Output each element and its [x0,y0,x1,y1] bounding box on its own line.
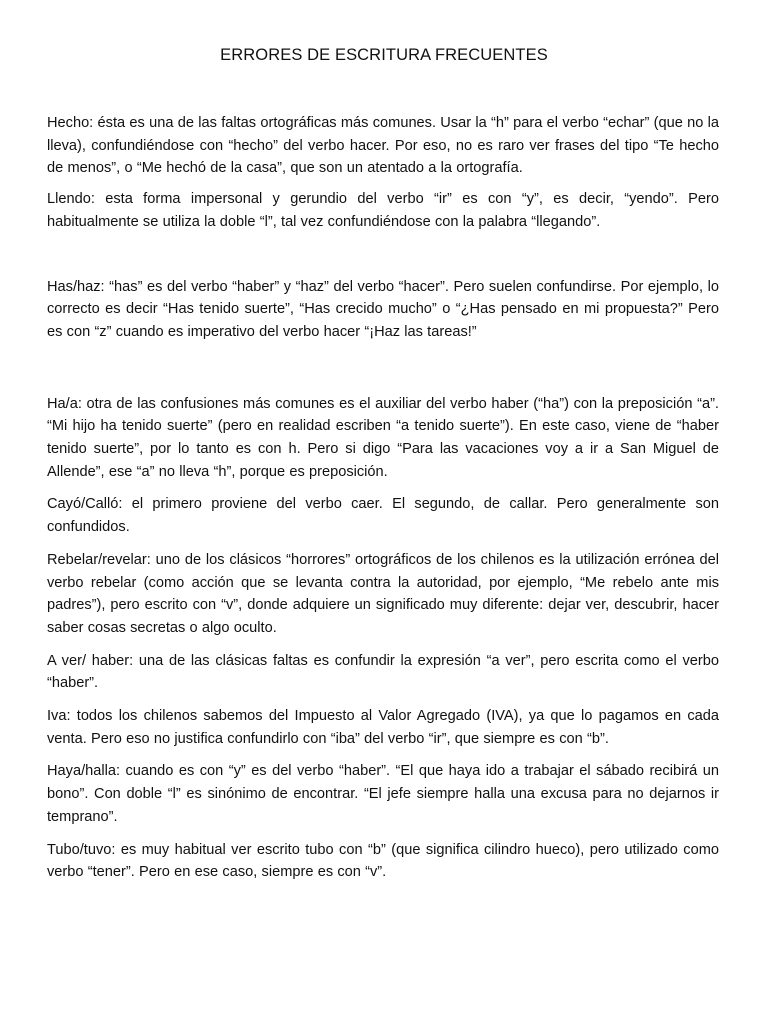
paragraph-iva: Iva: todos los chilenos sabemos del Impuesto al Valor Agregado (IVA), ya que lo pagamos en cada venta. Pero eso no justifica confundirlo con “iba” del verbo “ir”, que siempre es con “b”. [47,708,719,747]
paragraph-has-haz: Has/haz: “has” es del verbo “haber” y “haz” del verbo “hacer”. Pero suelen confundirse. Por ejemplo, lo correcto es decir “Has tenido suerte”, “Has crecido mucho” o “¿Has pensado en mi propuesta?” Pero es con “z” cuando es imperativo del verbo hacer “¡Haz las tareas!” [47,278,719,340]
paragraph-ha-a: Ha/a: otra de las confusiones más comunes es el auxiliar del verbo haber (“ha”) con la preposición “a”. “Mi hijo ha tenido suerte” (pero en realidad escriben “a tenido suerte”). En este caso, viene de “haber tenido suerte”, por lo tanto es con h. Pero si digo “Para las vacaciones voy a ir a San Miguel de Allende”, ese “a” no lleva “h”, porque es preposición. [47,395,719,480]
paragraph-cayo-callo: Cayó/Calló: el primero proviene del verbo caer. El segundo, de callar. Pero generalmente son confundidos. [47,496,719,536]
paragraph-hecho: Hecho: ésta es una de las faltas ortográficas más comunes. Usar la “h” para el verbo “echar” (que no la lleva), confundiéndose con “hecho” del verbo hacer. Por eso, no es raro ver frases del tipo “Te hecho de menos”, o “Me hechó de la casa”, que son un atentado a la ortografía. [47,115,719,177]
document-body [47,112,719,884]
paragraph-a-ver-haber: A ver/ haber: una de las clásicas faltas es confundir la expresión “a ver”, pero escrita como el verbo “haber”. [47,652,719,692]
paragraph-tubo-tuvo: Tubo/tuvo: es muy habitual ver escrito tubo con “b” (que significa cilindro hueco), pero utilizado como verbo “tener”. Pero en ese caso, siempre es con “v”. [47,841,719,881]
document-title: ERRORES DE ESCRITURA FRECUENTES [220,46,548,64]
paragraph-rebelar-revelar: Rebelar/revelar: uno de los clásicos “horrores” ortográficos de los chilenos es la utilización errónea del verbo rebelar (como acción que se levanta contra la autoridad, por ejemplo, “Me rebelo ante mis padres”), pero escrito con “v”, donde adquiere un significado muy diferente: dejar ver, descubrir, hacer saber cosas secretas o algo oculto. [47,551,719,636]
paragraph-llendo: Llendo: esta forma impersonal y gerundio del verbo “ir” es con “y”, es decir, “yendo”. Pero habitualmente se utiliza la doble “l”, tal vez confundiéndose con la palabra “llegando”. [47,191,719,230]
paragraph-haya-halla: Haya/halla: cuando es con “y” es del verbo “haber”. “El que haya ido a trabajar el sábado recibirá un bono”. Con doble “l” es sinónimo de encontrar. “El jefe siempre halla una excusa para no dejarnos ir temprano”. [47,763,719,825]
